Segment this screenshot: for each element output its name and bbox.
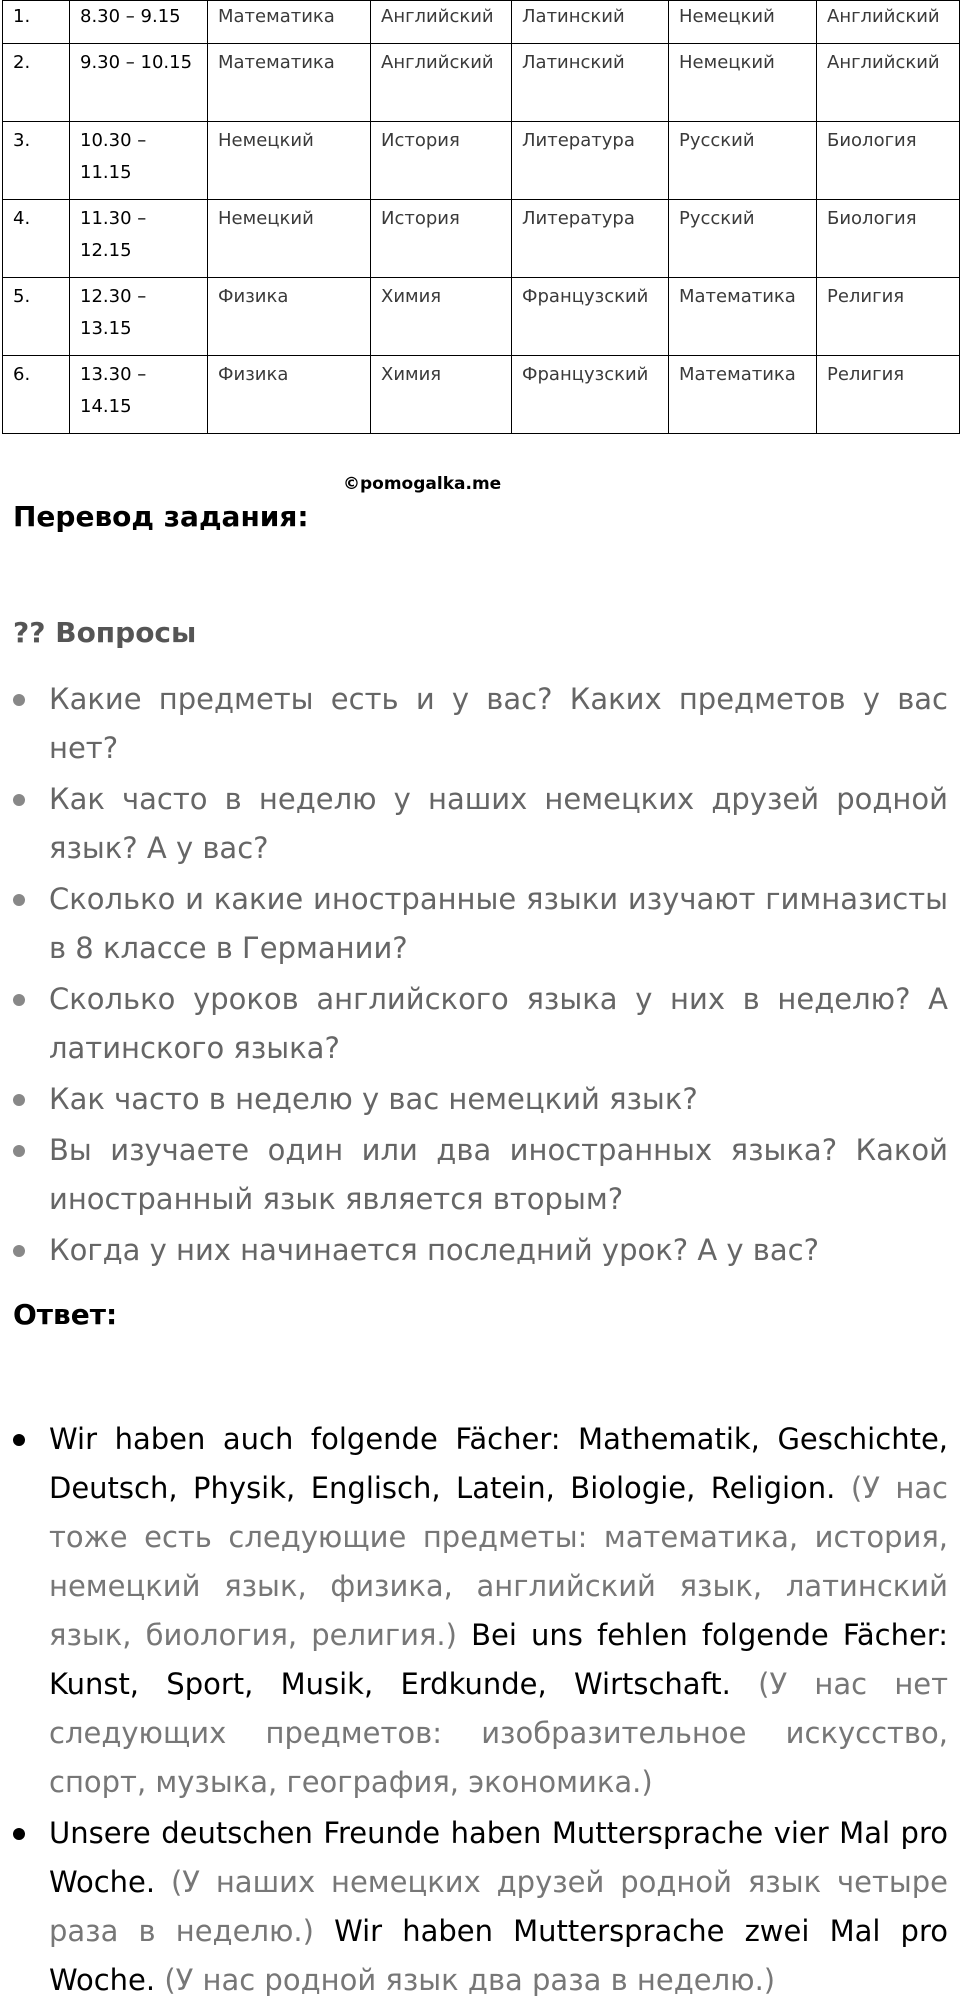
lesson-time: 9.30 – 10.15 (70, 44, 208, 122)
questions-title: ?? Вопросы (13, 616, 197, 649)
table-cell: Английский (371, 1, 512, 44)
answer-german-text: Wir haben Muttersprache zwei Mal pro Woche. (49, 1914, 948, 1997)
table-cell: История (371, 122, 512, 200)
list-item (0, 675, 948, 773)
table-row (3, 200, 960, 278)
lesson-number: 5. (3, 278, 70, 356)
lesson-time: 8.30 – 9.15 (70, 1, 208, 44)
table-cell: Математика (669, 278, 817, 356)
table-row (3, 1, 960, 44)
lesson-number: 3. (3, 122, 70, 200)
bullet-icon (13, 994, 25, 1006)
translation-heading: Перевод задания: (13, 500, 309, 533)
table-cell: Английский (817, 1, 960, 44)
list-item (0, 1126, 948, 1224)
lesson-time: 13.30 – 14.15 (70, 356, 208, 434)
question-text: Как часто в неделю у вас немецкий язык? (49, 1082, 698, 1116)
table-cell: Математика (208, 1, 371, 44)
table-row (3, 122, 960, 200)
table-cell: Немецкий (669, 44, 817, 122)
table-cell: Религия (817, 356, 960, 434)
lesson-time: 11.30 – 12.15 (70, 200, 208, 278)
answer-russian-text: (У нас нет следующих предметов: изобразительное искусство, спорт, музыка, география, экономика.) (49, 1667, 949, 1799)
table-cell: Литература (512, 200, 669, 278)
table-cell: История (371, 200, 512, 278)
table-cell: Математика (208, 44, 371, 122)
answer-russian-text: (У наших немецких друзей родной язык четыре раза в неделю.) (49, 1865, 949, 1948)
list-item (0, 1415, 948, 1807)
table-cell: Химия (371, 356, 512, 434)
list-item (0, 875, 948, 973)
answers-list (0, 1415, 948, 2007)
list-item (0, 775, 948, 873)
bullet-icon (13, 1245, 25, 1257)
lesson-time: 10.30 – 11.15 (70, 122, 208, 200)
question-text: Вы изучаете один или два иностранных языка? Какой иностранный язык является вторым? (49, 1133, 948, 1216)
table-cell: Биология (817, 122, 960, 200)
table-cell: Немецкий (669, 1, 817, 44)
table-cell: Физика (208, 278, 371, 356)
table-cell: Английский (371, 44, 512, 122)
bullet-icon (13, 694, 25, 706)
table-cell: Химия (371, 278, 512, 356)
table-cell: Религия (817, 278, 960, 356)
answer-german-text: Wir haben auch folgende Fächer: Mathematik, Geschichte, Deutsch, Physik, Englisch, Latein, Biologie, Religion. (49, 1422, 948, 1505)
table-cell: Английский (817, 44, 960, 122)
timetable (2, 0, 960, 434)
table-cell: Литература (512, 122, 669, 200)
lesson-number: 4. (3, 200, 70, 278)
bullet-icon (13, 1145, 25, 1157)
table-cell: Французский (512, 278, 669, 356)
answer-heading: Ответ: (13, 1298, 118, 1331)
questions-list (0, 675, 948, 1277)
list-item (0, 1075, 948, 1124)
lesson-number: 2. (3, 44, 70, 122)
table-cell: Физика (208, 356, 371, 434)
bullet-icon (13, 794, 25, 806)
bullet-icon (13, 1828, 25, 1840)
question-text: Сколько и какие иностранные языки изучают гимназисты в 8 классе в Германии? (49, 882, 948, 965)
answer-german-text: Unsere deutschen Freunde haben Muttersprache vier Mal pro Woche. (49, 1816, 948, 1899)
answer-russian-text: (У нас родной язык два раза в неделю.) (164, 1963, 776, 1997)
lesson-time: 12.30 – 13.15 (70, 278, 208, 356)
list-item (0, 975, 948, 1073)
table-cell: Математика (669, 356, 817, 434)
bullet-icon (13, 1434, 25, 1446)
table-cell: Немецкий (208, 200, 371, 278)
table-cell: Французский (512, 356, 669, 434)
lesson-number: 1. (3, 1, 70, 44)
question-text: Сколько уроков английского языка у них в неделю? А латинского языка? (49, 982, 948, 1065)
table-cell: Немецкий (208, 122, 371, 200)
answer-russian-text: (У нас тоже есть следующие предметы: математика, история, немецкий язык, физика, английский язык, латинский язык, биология, религия.) (49, 1471, 948, 1652)
table-cell: Русский (669, 200, 817, 278)
list-item (0, 1809, 948, 2005)
table-cell: Латинский (512, 44, 669, 122)
question-text: Когда у них начинается последний урок? А у вас? (49, 1233, 819, 1267)
question-text: Как часто в неделю у наших немецких друзей родной язык? А у вас? (49, 782, 948, 865)
bullet-icon (13, 894, 25, 906)
bullet-icon (13, 1094, 25, 1106)
table-cell: Русский (669, 122, 817, 200)
answer-german-text: Bei uns fehlen folgende Fächer: Kunst, Sport, Musik, Erdkunde, Wirtschaft. (49, 1618, 949, 1701)
watermark: ©pomogalka.me (343, 474, 502, 494)
lesson-number: 6. (3, 356, 70, 434)
table-cell: Латинский (512, 1, 669, 44)
table-row (3, 278, 960, 356)
table-row (3, 356, 960, 434)
list-item (0, 1226, 948, 1275)
table-row (3, 44, 960, 122)
table-cell: Биология (817, 200, 960, 278)
question-text: Какие предметы есть и у вас? Каких предметов у вас нет? (49, 682, 948, 765)
